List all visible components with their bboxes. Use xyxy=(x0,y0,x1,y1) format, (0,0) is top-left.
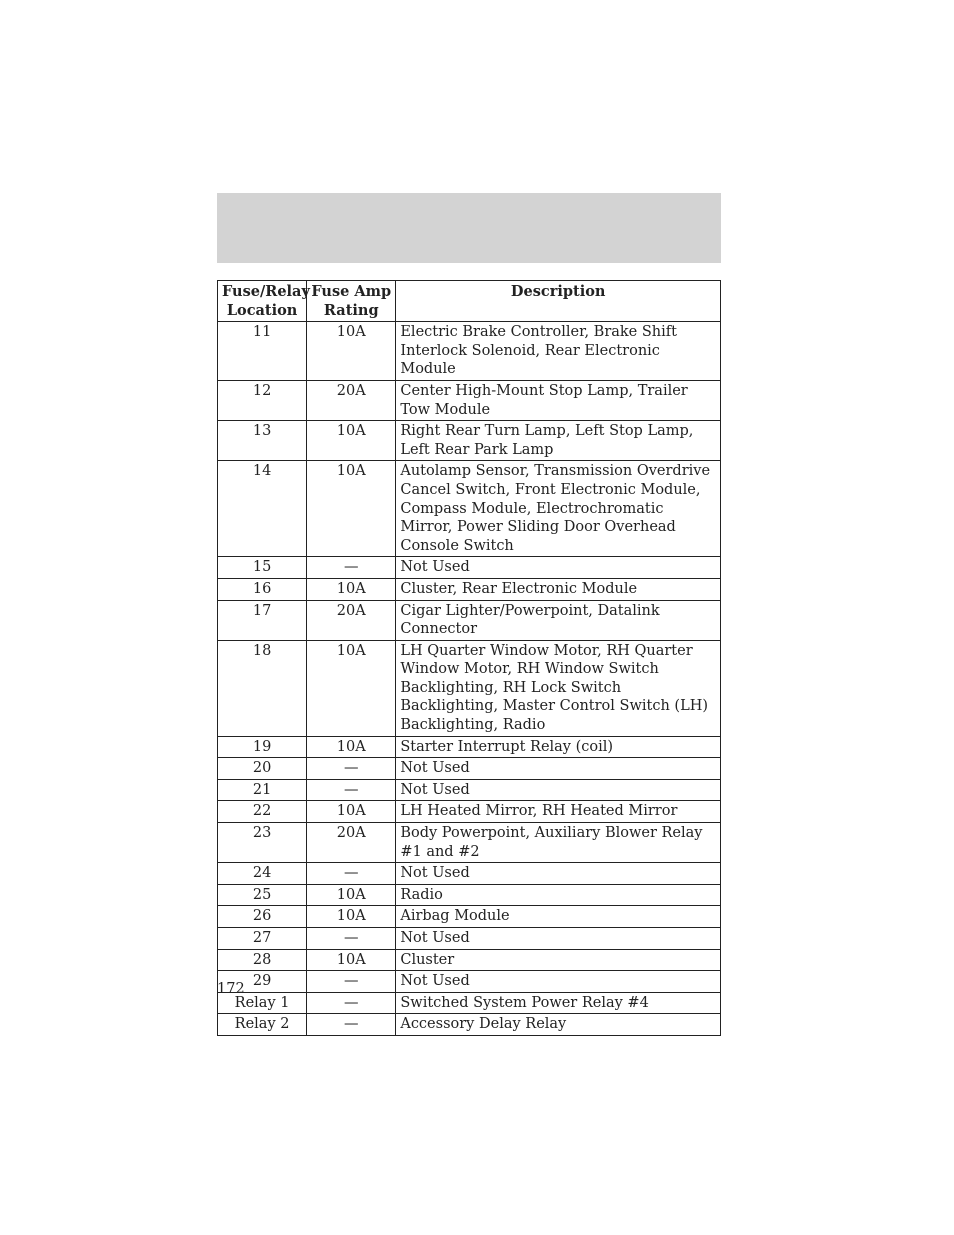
table-row xyxy=(218,801,721,823)
fuse-table xyxy=(217,280,721,1036)
table-row xyxy=(218,640,721,736)
cell-location: 16 xyxy=(218,578,307,600)
cell-rating: 10A xyxy=(307,421,396,461)
cell-description: Electric Brake Controller, Brake Shift Interlock Solenoid, Rear Electronic Module xyxy=(396,322,721,381)
cell-rating: 20A xyxy=(307,600,396,640)
table-row xyxy=(218,322,721,381)
table-row xyxy=(218,461,721,557)
cell-description: Center High-Mount Stop Lamp, Trailer Tow Module xyxy=(396,380,721,420)
table-row xyxy=(218,906,721,928)
header-description: Description xyxy=(396,281,721,322)
table-row xyxy=(218,971,721,993)
cell-rating: 20A xyxy=(307,823,396,863)
cell-location: 18 xyxy=(218,640,307,736)
cell-location: 26 xyxy=(218,906,307,928)
cell-description: Cigar Lighter/Powerpoint, Datalink Connector xyxy=(396,600,721,640)
cell-rating: 10A xyxy=(307,736,396,758)
cell-description: Switched System Power Relay #4 xyxy=(396,992,721,1014)
cell-location: Relay 1 xyxy=(218,992,307,1014)
table-row xyxy=(218,779,721,801)
cell-description: Airbag Module xyxy=(396,906,721,928)
cell-description: Not Used xyxy=(396,758,721,780)
cell-rating: 10A xyxy=(307,461,396,557)
cell-description: Not Used xyxy=(396,557,721,579)
cell-location: 19 xyxy=(218,736,307,758)
cell-description: Radio xyxy=(396,884,721,906)
cell-location: 23 xyxy=(218,823,307,863)
cell-rating: 10A xyxy=(307,884,396,906)
cell-rating: — xyxy=(307,758,396,780)
cell-location: 17 xyxy=(218,600,307,640)
cell-location: 25 xyxy=(218,884,307,906)
cell-rating: — xyxy=(307,779,396,801)
cell-rating: — xyxy=(307,1014,396,1036)
cell-description: Cluster, Rear Electronic Module xyxy=(396,578,721,600)
cell-rating: — xyxy=(307,557,396,579)
cell-rating: — xyxy=(307,928,396,950)
table-row xyxy=(218,823,721,863)
cell-rating: — xyxy=(307,971,396,993)
cell-rating: — xyxy=(307,863,396,885)
table-row xyxy=(218,736,721,758)
cell-location: 29 xyxy=(218,971,307,993)
table-row xyxy=(218,928,721,950)
cell-rating: 10A xyxy=(307,801,396,823)
table-row xyxy=(218,758,721,780)
cell-description: Accessory Delay Relay xyxy=(396,1014,721,1036)
cell-location: 28 xyxy=(218,949,307,971)
table-row xyxy=(218,884,721,906)
cell-rating: 10A xyxy=(307,640,396,736)
cell-location: 24 xyxy=(218,863,307,885)
cell-rating: 20A xyxy=(307,380,396,420)
cell-location: 27 xyxy=(218,928,307,950)
table-row xyxy=(218,578,721,600)
cell-location: Relay 2 xyxy=(218,1014,307,1036)
cell-location: 22 xyxy=(218,801,307,823)
page-number: 172 xyxy=(217,981,245,997)
section-header-band xyxy=(217,193,721,263)
table-body xyxy=(218,322,721,1036)
table-row xyxy=(218,949,721,971)
cell-rating: 10A xyxy=(307,906,396,928)
table-row xyxy=(218,380,721,420)
cell-rating: 10A xyxy=(307,578,396,600)
cell-description: Starter Interrupt Relay (coil) xyxy=(396,736,721,758)
cell-location: 15 xyxy=(218,557,307,579)
cell-location: 11 xyxy=(218,322,307,381)
cell-description: Autolamp Sensor, Transmission Overdrive Cancel Switch, Front Electronic Module, Compass Module, Electrochromatic Mirror, Power Sliding Door Overhead Console Switch xyxy=(396,461,721,557)
table-row xyxy=(218,863,721,885)
header-rating: Fuse Amp Rating xyxy=(307,281,396,322)
cell-description: Not Used xyxy=(396,863,721,885)
cell-description: Not Used xyxy=(396,779,721,801)
cell-location: 21 xyxy=(218,779,307,801)
cell-description: Not Used xyxy=(396,928,721,950)
cell-rating: 10A xyxy=(307,322,396,381)
cell-description: Not Used xyxy=(396,971,721,993)
header-location: Fuse/Relay Location xyxy=(218,281,307,322)
table-row xyxy=(218,557,721,579)
cell-rating: — xyxy=(307,992,396,1014)
table-row xyxy=(218,1014,721,1036)
cell-rating: 10A xyxy=(307,949,396,971)
table-row xyxy=(218,421,721,461)
table-row xyxy=(218,992,721,1014)
cell-description: Cluster xyxy=(396,949,721,971)
cell-location: 12 xyxy=(218,380,307,420)
cell-location: 13 xyxy=(218,421,307,461)
table-header-row xyxy=(218,281,721,322)
table-row xyxy=(218,600,721,640)
cell-description: Right Rear Turn Lamp, Left Stop Lamp, Left Rear Park Lamp xyxy=(396,421,721,461)
cell-location: 20 xyxy=(218,758,307,780)
cell-description: LH Heated Mirror, RH Heated Mirror xyxy=(396,801,721,823)
cell-location: 14 xyxy=(218,461,307,557)
cell-description: LH Quarter Window Motor, RH Quarter Window Motor, RH Window Switch Backlighting, RH Lock Switch Backlighting, Master Control Switch (LH) Backlighting, Radio xyxy=(396,640,721,736)
cell-description: Body Powerpoint, Auxiliary Blower Relay #1 and #2 xyxy=(396,823,721,863)
